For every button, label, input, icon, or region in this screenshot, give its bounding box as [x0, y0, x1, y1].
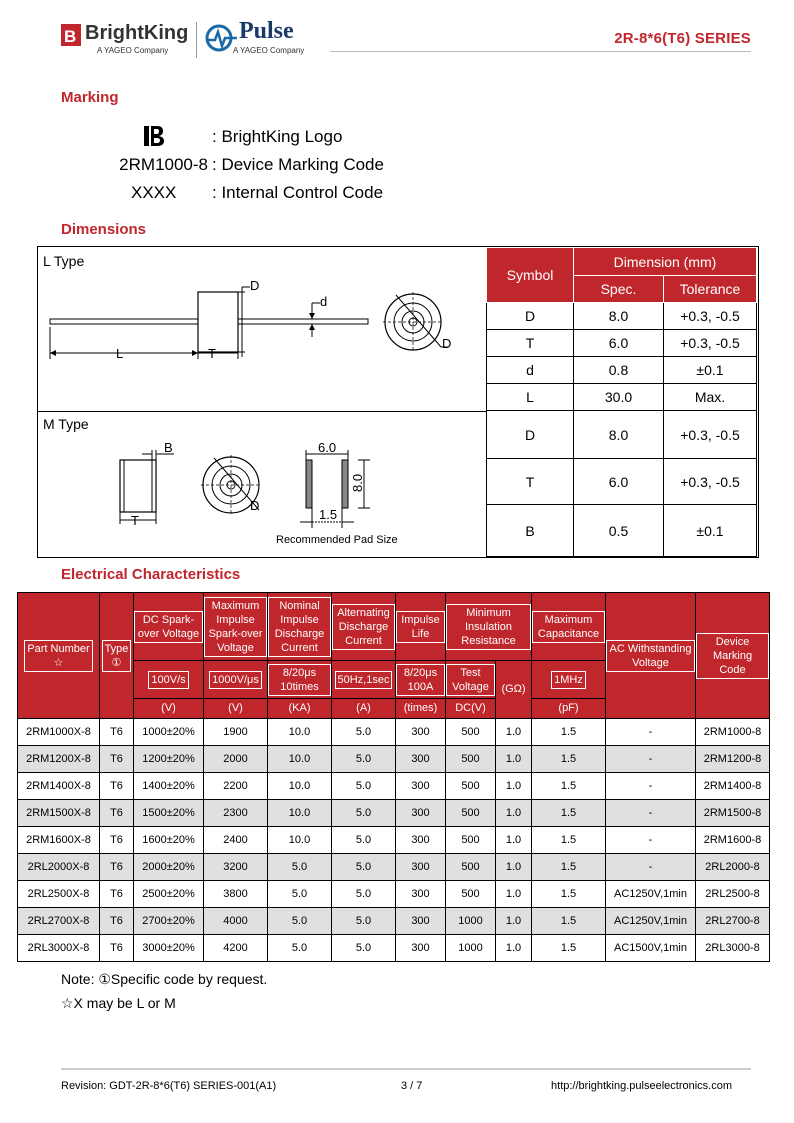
pulse-logo — [205, 20, 330, 60]
footer-page: 3 / 7 — [401, 1080, 423, 1092]
m-type-drawing — [38, 412, 486, 556]
table-cell: 2700±20% — [134, 908, 204, 935]
table-cell: 1.0 — [496, 746, 532, 773]
table-cell: 1.5 — [532, 935, 606, 962]
table-cell: 10.0 — [268, 800, 332, 827]
table-cell: 10.0 — [268, 746, 332, 773]
th-dimension: Dimension (mm) — [574, 248, 757, 276]
svg-text:T: T — [131, 513, 139, 528]
table-cell: 2RL3000-8 — [696, 935, 770, 962]
brightking-logo — [61, 20, 196, 60]
marking-internal-desc: : Internal Control Code — [212, 183, 384, 202]
unit-dc: (V) — [134, 699, 204, 719]
sub-dc: 100V/s — [134, 661, 204, 699]
table-cell: 2RM1600-8 — [696, 827, 770, 854]
table-cell: 1600±20% — [134, 827, 204, 854]
table-cell: 1.0 — [496, 935, 532, 962]
table-cell: 2RM1000-8 — [696, 719, 770, 746]
table-cell: - — [606, 746, 696, 773]
table-cell: 1900 — [204, 719, 268, 746]
table-cell: T6 — [100, 854, 134, 881]
table-cell: 1.5 — [532, 800, 606, 827]
dimension-table — [486, 247, 757, 557]
table-row — [18, 800, 770, 827]
table-cell: 500 — [446, 827, 496, 854]
brightking-mark-icon — [143, 125, 165, 152]
table-cell: 2RM1000X-8 — [18, 719, 100, 746]
th-impulse-sparkover: Maximum Impulse Spark-over Voltage — [204, 593, 268, 661]
sub-test: Test Voltage — [446, 661, 496, 699]
dim-row: L 30.0 Max. — [487, 384, 757, 411]
m-type-label: M Type — [43, 416, 89, 432]
svg-text:T: T — [208, 346, 216, 361]
table-cell: 2RL2000-8 — [696, 854, 770, 881]
table-cell: 2000 — [204, 746, 268, 773]
dim-row: B 0.5 ±0.1 — [487, 505, 757, 557]
table-cell: 4200 — [204, 935, 268, 962]
table-row — [18, 827, 770, 854]
sub-imp: 1000V/μs — [204, 661, 268, 699]
table-cell: 1.5 — [532, 746, 606, 773]
th-type: Type ① — [100, 593, 134, 719]
table-cell: T6 — [100, 827, 134, 854]
svg-text:B: B — [64, 27, 77, 46]
unit-life: (times) — [396, 699, 446, 719]
table-cell: 10.0 — [268, 773, 332, 800]
svg-text:1.5: 1.5 — [319, 507, 338, 522]
note-lm: ☆X may be L or M — [61, 995, 176, 1011]
table-cell: 2000±20% — [134, 854, 204, 881]
table-cell: 2500±20% — [134, 881, 204, 908]
table-cell: 300 — [396, 935, 446, 962]
th-spec: Spec. — [574, 276, 664, 303]
dimensions-title: Dimensions — [61, 221, 147, 238]
svg-text:D: D — [442, 336, 452, 351]
th-ac-withstand: AC Withstanding Voltage — [606, 593, 696, 719]
table-cell: 1.0 — [496, 773, 532, 800]
svg-text:D: D — [250, 278, 260, 293]
th-alternating-discharge: Alternating Discharge Current — [332, 593, 396, 661]
table-cell: 1200±20% — [134, 746, 204, 773]
th-symbol: Symbol — [487, 248, 574, 303]
table-cell: 300 — [396, 881, 446, 908]
table-cell: - — [606, 773, 696, 800]
table-cell: 1.5 — [532, 908, 606, 935]
table-cell: 3000±20% — [134, 935, 204, 962]
sub-alt: 50Hz,1sec — [332, 661, 396, 699]
table-cell: 1.5 — [532, 827, 606, 854]
footer-url[interactable]: http://brightking.pulseelectronics.com — [551, 1080, 732, 1092]
th-insulation: Minimum Insulation Resistance — [446, 593, 532, 661]
svg-text:d: d — [320, 294, 328, 309]
logo-divider — [196, 22, 197, 58]
table-cell: 2RL3000X-8 — [18, 935, 100, 962]
table-cell: 2RM1400-8 — [696, 773, 770, 800]
table-cell: T6 — [100, 908, 134, 935]
table-cell: 2200 — [204, 773, 268, 800]
unit-imp: (V) — [204, 699, 268, 719]
table-cell: T6 — [100, 719, 134, 746]
l-type-drawing — [38, 247, 486, 411]
table-cell: 2RL2500X-8 — [18, 881, 100, 908]
l-type-label: L Type — [43, 253, 85, 269]
table-cell: 4000 — [204, 908, 268, 935]
svg-text:8.0: 8.0 — [350, 473, 365, 492]
table-cell: 5.0 — [332, 908, 396, 935]
table-cell: 1000 — [446, 908, 496, 935]
dim-row: D 8.0 +0.3, -0.5 — [487, 411, 757, 459]
table-cell: 1.5 — [532, 854, 606, 881]
unit-alt: (A) — [332, 699, 396, 719]
table-cell: 1000±20% — [134, 719, 204, 746]
table-cell: 2RM1200-8 — [696, 746, 770, 773]
table-cell: 5.0 — [268, 881, 332, 908]
svg-text:D: D — [250, 498, 260, 513]
footer-revision: Revision: GDT-2R-8*6(T6) SERIES-001(A1) — [61, 1080, 277, 1092]
table-cell: 1400±20% — [134, 773, 204, 800]
table-cell: 5.0 — [268, 935, 332, 962]
table-cell: T6 — [100, 935, 134, 962]
table-cell: 5.0 — [332, 746, 396, 773]
table-cell: 300 — [396, 800, 446, 827]
electrical-rows — [18, 719, 770, 962]
table-cell: 10.0 — [268, 827, 332, 854]
table-cell: 2RL2500-8 — [696, 881, 770, 908]
sub-cap: 1MHz — [532, 661, 606, 699]
pulse-sub: A YAGEO Company — [233, 46, 305, 55]
table-cell: 300 — [396, 719, 446, 746]
table-cell: 500 — [446, 854, 496, 881]
table-cell: 3200 — [204, 854, 268, 881]
table-cell: 1.0 — [496, 719, 532, 746]
table-cell: 300 — [396, 746, 446, 773]
table-cell: 1.5 — [532, 881, 606, 908]
table-cell: 5.0 — [332, 800, 396, 827]
table-cell: - — [606, 719, 696, 746]
dim-row: D 8.0 +0.3, -0.5 — [487, 303, 757, 330]
table-cell: 1000 — [446, 935, 496, 962]
marking-code-desc: : Device Marking Code — [212, 155, 384, 174]
brightking-sub: A YAGEO Company — [97, 46, 169, 55]
table-cell: - — [606, 854, 696, 881]
marking-code-key: 2RM1000-8 — [119, 155, 208, 174]
table-row — [18, 719, 770, 746]
svg-text:6.0: 6.0 — [318, 440, 337, 455]
table-cell: 300 — [396, 854, 446, 881]
dim-row: d 0.8 ±0.1 — [487, 357, 757, 384]
table-cell: 2300 — [204, 800, 268, 827]
electrical-table — [17, 592, 770, 962]
th-impulse-life: Impulse Life — [396, 593, 446, 661]
table-cell: 2RL2700X-8 — [18, 908, 100, 935]
table-row — [18, 854, 770, 881]
dim-row: T 6.0 +0.3, -0.5 — [487, 330, 757, 357]
table-cell: 3800 — [204, 881, 268, 908]
marking-logo-desc: : BrightKing Logo — [212, 127, 343, 146]
table-row — [18, 935, 770, 962]
table-row — [18, 773, 770, 800]
table-cell: 5.0 — [332, 773, 396, 800]
svg-text:L: L — [116, 346, 124, 361]
table-cell: 300 — [396, 827, 446, 854]
table-cell: T6 — [100, 746, 134, 773]
dim-row: T 6.0 +0.3, -0.5 — [487, 459, 757, 505]
table-cell: T6 — [100, 773, 134, 800]
svg-text:B: B — [164, 440, 173, 455]
table-cell: 500 — [446, 800, 496, 827]
header-rule — [330, 51, 751, 52]
table-cell: 5.0 — [332, 854, 396, 881]
table-cell: - — [606, 800, 696, 827]
th-marking-code: Device Marking Code — [696, 593, 770, 719]
table-cell: AC1250V,1min — [606, 881, 696, 908]
table-cell: 5.0 — [332, 935, 396, 962]
table-cell: 500 — [446, 746, 496, 773]
th-tolerance: Tolerance — [664, 276, 757, 303]
unit-cap: (pF) — [532, 699, 606, 719]
table-cell: 1.5 — [532, 773, 606, 800]
table-cell: 1.0 — [496, 908, 532, 935]
unit-test: DC(V) — [446, 699, 496, 719]
table-cell: 1500±20% — [134, 800, 204, 827]
th-dc-sparkover: DC Spark-over Voltage — [134, 593, 204, 661]
marking-internal-key: XXXX — [131, 183, 177, 202]
table-cell: 5.0 — [332, 719, 396, 746]
table-cell: 1.0 — [496, 827, 532, 854]
table-cell: T6 — [100, 881, 134, 908]
table-cell: AC1250V,1min — [606, 908, 696, 935]
electrical-title: Electrical Characteristics — [61, 566, 241, 583]
note-specific-code: Note: ①Specific code by request. — [61, 971, 268, 987]
footer-rule — [61, 1068, 751, 1070]
table-cell: 1.0 — [496, 800, 532, 827]
pulse-wordmark: Pulse — [239, 18, 294, 44]
table-cell: 300 — [396, 908, 446, 935]
table-cell: 2RM1400X-8 — [18, 773, 100, 800]
sub-nom: 8/20μs 10times — [268, 661, 332, 699]
table-cell: 10.0 — [268, 719, 332, 746]
table-cell: 1.0 — [496, 881, 532, 908]
dimensions-panel — [37, 246, 759, 558]
marking-title: Marking — [61, 89, 119, 106]
table-cell: T6 — [100, 800, 134, 827]
table-cell: 500 — [446, 881, 496, 908]
table-cell: AC1500V,1min — [606, 935, 696, 962]
table-cell: 1.0 — [496, 854, 532, 881]
table-cell: - — [606, 827, 696, 854]
table-cell: 1.5 — [532, 719, 606, 746]
table-row — [18, 908, 770, 935]
th-part-number: Part Number ☆ — [18, 593, 100, 719]
table-cell: 2RM1500-8 — [696, 800, 770, 827]
table-cell: 2RM1200X-8 — [18, 746, 100, 773]
series-title: 2R-8*6(T6) SERIES — [614, 30, 751, 47]
table-cell: 5.0 — [268, 908, 332, 935]
table-cell: 5.0 — [268, 854, 332, 881]
unit-nom: (KA) — [268, 699, 332, 719]
table-cell: 2RL2000X-8 — [18, 854, 100, 881]
th-capacitance: Maximum Capacitance — [532, 593, 606, 661]
table-cell: 2RL2700-8 — [696, 908, 770, 935]
pad-size-caption: Recommended Pad Size — [276, 534, 398, 546]
table-cell: 500 — [446, 719, 496, 746]
th-nominal-discharge: Nominal Impulse Discharge Current — [268, 593, 332, 661]
table-cell: 300 — [396, 773, 446, 800]
table-row — [18, 746, 770, 773]
table-cell: 2RM1500X-8 — [18, 800, 100, 827]
table-row — [18, 881, 770, 908]
table-cell: 500 — [446, 773, 496, 800]
table-cell: 2RM1600X-8 — [18, 827, 100, 854]
brightking-wordmark: BrightKing — [85, 22, 189, 44]
sub-life: 8/20μs 100A — [396, 661, 446, 699]
table-cell: 2400 — [204, 827, 268, 854]
table-cell: 5.0 — [332, 881, 396, 908]
sub-gohm: (GΩ) — [496, 661, 532, 719]
table-cell: 5.0 — [332, 827, 396, 854]
